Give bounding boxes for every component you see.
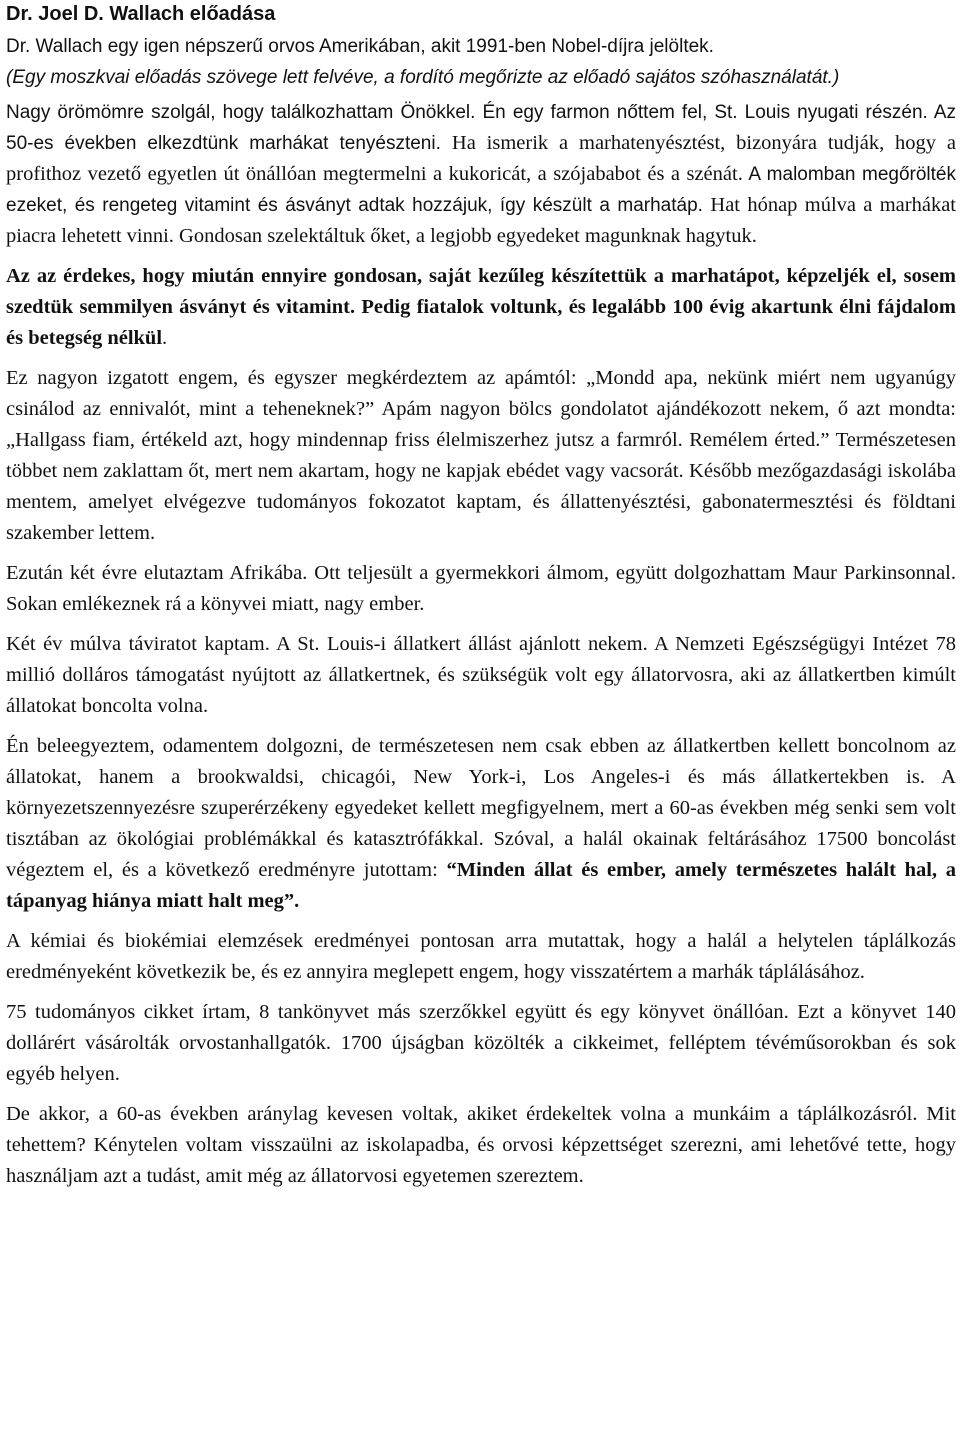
paragraph-father: Ez nagyon izgatott engem, és egyszer megkérdeztem az apámtól: „Mondd apa, nekünk miért nem ugyanúgy csinálod az ennivalót, mint a teheneknek?” Apám nagyon bölcs gondolatot ajándékozott nekem, ő azt mondta: „Hallgass fiam, értékeld azt, hogy mindennap friss élelmiszerhez jutsz a farmról. Remélem érted.” Természetesen többet nem zaklattam őt, mert nem akartam, hogy ne kapjak ebédet vagy vacsorát. Később mezőgazdasági iskolába mentem, amelyet elvégezve tudományos fokozatot kaptam, és állattenyésztési, gabonatermesztési és földtani szakember lettem.	[6, 367, 956, 544]
autopsy-conclusion: “Minden állat és ember, amely természetes halált hal, a tápanyag hiánya miatt halt meg”.	[6, 859, 957, 912]
document-title: Dr. Joel D. Wallach előadása	[6, 3, 276, 25]
paragraph-publications: 75 tudományos cikket írtam, 8 tankönyvet más szerzőkkel együtt és egy könyvet önállóan. Ezt a könyvet 140 dollárért vásárolták orvostanhallgatók. 1700 újságban közölték a cikkeimet, felléptem tévéműsorokban és sok egyéb helyen.	[6, 1001, 956, 1085]
paragraph-zoo: Két év múlva táviratot kaptam. A St. Louis-i állatkert állást ajánlott nekem. A Nemzeti Egészségügyi Intézet 78 millió dolláros támogatást nyújtott az állatkertnek, és szükségük volt egy állatorvosra, aki az állatkertben kimúlt állatokat boncolta volna.	[6, 633, 956, 717]
intro-line: Dr. Wallach egy igen népszerű orvos Amerikában, akit 1991-ben Nobel-díjra jelöltek.	[6, 36, 714, 57]
paragraph-africa: Ezután két évre elutaztam Afrikába. Ott teljesült a gyermekkori álmom, együtt dolgozhattam Maur Parkinsonnal. Sokan emlékeznek rá a könyvei miatt, nagy ember.	[6, 562, 956, 615]
paragraph-analysis: A kémiai és biokémiai elemzések eredményei pontosan arra mutattak, hogy a halál a helytelen táplálkozás eredményeként következik be, és ez annyira meglepett engem, hogy visszatértem a marhák táplálásához.	[6, 930, 956, 983]
paragraph-farm	[6, 97, 956, 252]
paragraph-farm-serif: Ha ismerik a marhatenyésztést, bizonyára tudják, hogy a profithoz vezető egyetlen út önállóan megtermelni a kukoricát, a szójababot és a szénát.	[6, 132, 957, 185]
bold-claim-text: Az az érdekes, hogy miután ennyire gondosan, saját kezűleg készítettük a marhatápot, képzeljék el, sosem szedtük semmilyen ásványt és vitamint. Pedig fiatalok voltunk, és legalább 100 évig akartunk élni fájdalom és betegség nélkül	[6, 265, 956, 349]
paragraph-farm-serif2: Hat hónap múlva a marhákat piacra lehetett vinni. Gondosan szelektáltuk őket, a legjobb egyedeket magunknak hagytuk.	[6, 194, 956, 247]
paragraph-farm-sans: Nagy örömömre szolgál, hogy találkozhattam Önökkel. Én egy farmon nőttem fel, St. Louis nyugati részén. Az 50-es években elkezdtünk marhákat tenyészteni.	[6, 102, 956, 154]
bold-claim-end: .	[162, 327, 168, 349]
paragraph-medical-school: De akkor, a 60-as években aránylag kevesen voltak, akiket érdekeltek volna a munkáim a táplálkozásról. Mit tehettem? Kénytelen voltam visszaülni az iskolapadba, és orvosi képzettséget szerezni, ami lehetővé tette, hogy használjam azt a tudást, amit még az állatorvosi egyetemen szereztem.	[6, 1103, 956, 1187]
paragraph-farm-sans2: A malomban megőrölték ezeket, és rengeteg vitamint és ásványt adtak hozzájuk, így készült a marhatáp.	[6, 164, 957, 216]
autopsy-text: Én beleegyeztem, odamentem dolgozni, de természetesen nem csak ebben az állatkertben kellett boncolnom az állatokat, hanem a brookwaldsi, chicagói, New York-i, Los Angeles-i és más állatkertekben is. A környezetszennyezésre szuperérzékeny egyedeket kellett megfigyelnem, mert a 60-as években még senki sem volt tisztában az ökológiai problémákkal és katasztrófákkal. Szóval, a halál okainak feltárásához 17500 boncolást végeztem el, és a következő eredményre jutottam:	[6, 735, 956, 881]
paragraph-bold-claim	[6, 261, 956, 354]
paragraph-autopsy	[6, 731, 956, 917]
intro-note: (Egy moszkvai előadás szövege lett felvéve, a fordító megőrizte az előadó sajátos szóhasználatát.)	[6, 67, 840, 88]
